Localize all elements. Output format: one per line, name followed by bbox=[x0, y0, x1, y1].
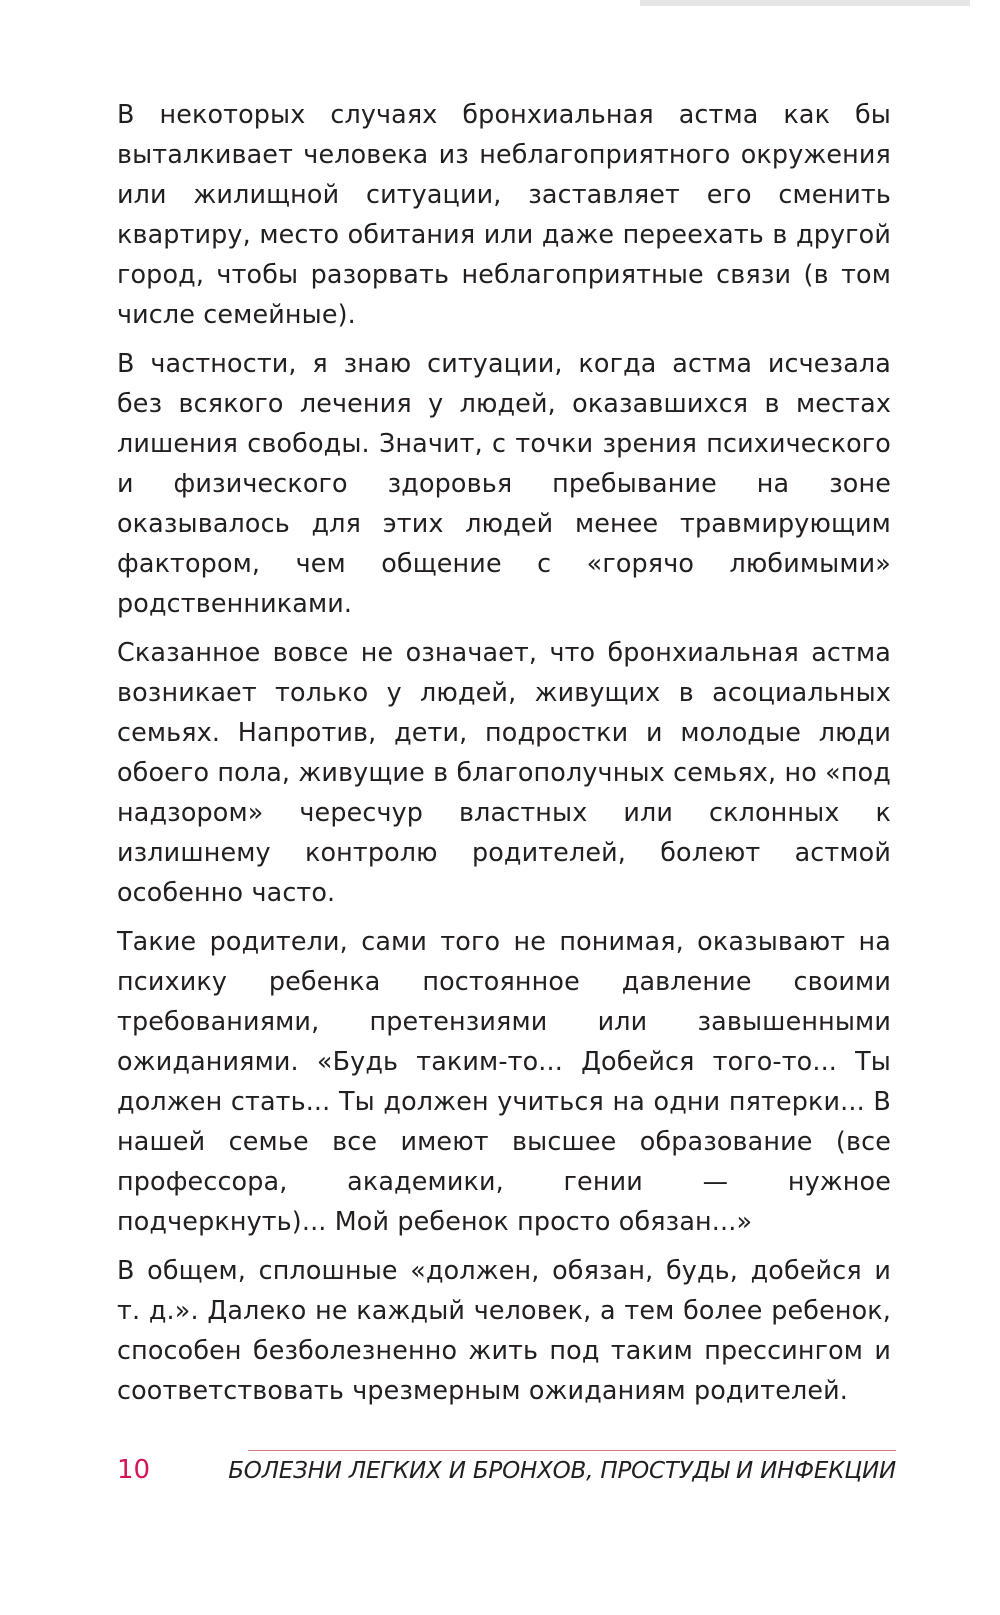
page-edge-shadow bbox=[640, 0, 970, 6]
paragraph-4: Такие родители, сами того не понимая, оказывают на психику ребенка постоянное давление своими требованиями, претензиями или завышенными ожиданиями. «Будь таким-то... Добейся того-то... Ты должен стать... Ты должен учиться на одни пятерки... В нашей семье все имеют высшее образование (все профессора, академики, гении — нужное подчеркнуть)... Мой ребенок просто обязан...» bbox=[117, 926, 891, 1236]
body-text bbox=[117, 94, 891, 1419]
footer-rule bbox=[248, 1450, 896, 1451]
paragraph-5: В общем, сплошные «должен, обязан, будь, добейся и т. д.». Далеко не каждый человек, а тем более ребенок, способен безболезненно жить под таким прессингом и соответствовать чрезмерным ожиданиям родителей. bbox=[117, 1255, 891, 1405]
paragraph-1: В некоторых случаях бронхиальная астма как бы выталкивает человека из неблагоприятного окружения или жилищной ситуации, заставляет его сменить квартиру, место обитания или даже переехать в другой город, чтобы разорвать неблагоприятные связи (в том числе семейные). bbox=[117, 99, 891, 329]
running-title: БОЛЕЗНИ ЛЕГКИХ И БРОНХОВ, ПРОСТУДЫ И ИНФЕКЦИИ bbox=[228, 1458, 896, 1484]
page-number: 10 bbox=[117, 1455, 151, 1485]
paragraph-3: Сказанное вовсе не означает, что бронхиальная астма возникает только у людей, живущих в асоциальных семьях. Напротив, дети, подростки и молодые люди обоего пола, живущие в благополучных семьях, но «под надзором» чересчур властных или склонных к излишнему контролю родителей, болеют астмой особенно часто. bbox=[117, 637, 891, 907]
paragraph-2: В частности, я знаю ситуации, когда астма исчезала без всякого лечения у людей, оказавшихся в местах лишения свободы. Значит, с точки зрения психического и физического здоровья пребывание на зоне оказывалось для этих людей менее травмирующим фактором, чем общение с «горячо любимыми» родственниками. bbox=[117, 348, 891, 618]
